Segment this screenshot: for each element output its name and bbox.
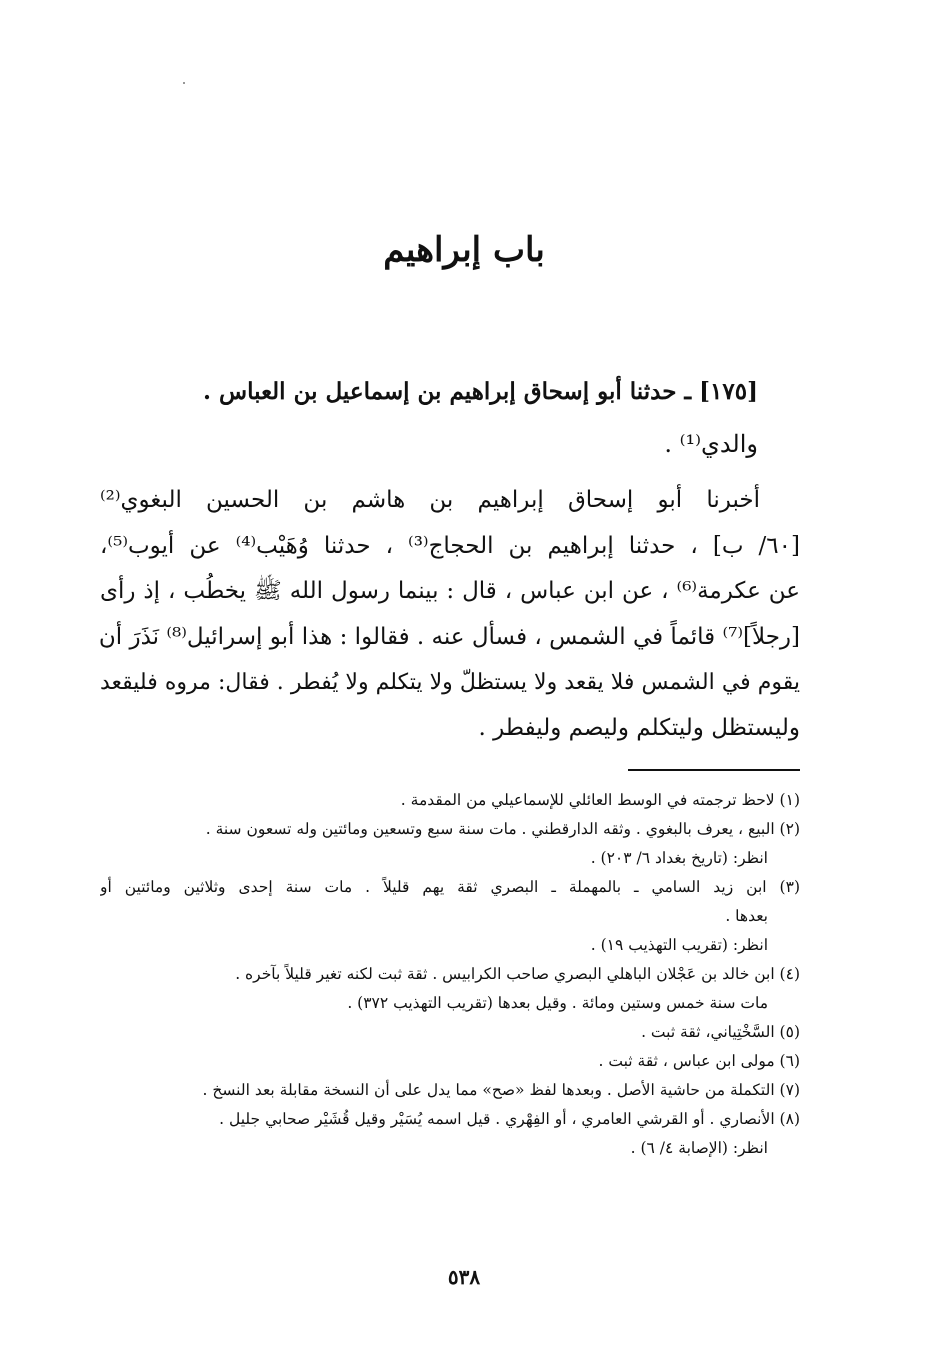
hadith-heading: [١٧٥] ـ حدثنا أبو إسحاق إبراهيم بن إسماعيل بن العباس . [203, 378, 758, 405]
hadith-line: أخبرنا أبو إسحاق إبراهيم بن هاشم بن الحسين البغوي⁽²⁾ [100, 487, 760, 513]
hadith-line: يقوم في الشمس فلا يقعد ولا يستظلّ ولا يتكلم ولا يُفطر . فقال: مروه فليقعد [100, 670, 800, 695]
footnote-line: مات سنة خمس وستين ومائة . وقيل بعدها (تقريب التهذيب ٣٧٢) . [347, 994, 768, 1012]
footnote-line: (٦) مولى ابن عباس ، ثقة ثبت . [598, 1052, 800, 1070]
footnote-line: (٥) السَّخْتِياني، ثقة ثبت . [641, 1023, 800, 1041]
footnote-line: (٨) الأنصاري . أو القرشي العامري ، أو الفِهْري . قيل اسمه يُسَيْر وقيل قُشَيْر صحابي جليل . [219, 1110, 800, 1128]
footnote-line: (٤) ابن خالد بن عَجْلان الباهلي البصري صاحب الكرابيس . ثقة ثبت لكنه تغير قليلاً بآخره . [235, 965, 800, 983]
hadith-line: عن عكرمة⁽⁶⁾ ، عن ابن عباس ، قال : بينما رسول الله ﷺ يخطُب ، إذ رأى [100, 578, 801, 604]
page-number: ٥٣٨ [447, 1265, 481, 1289]
footnote-line: انظر: (تاريخ بغداد ٦/ ٢٠٣) . [590, 849, 768, 867]
footnotes [100, 786, 800, 1163]
footnote-line: انظر: (الإصابة ٤/ ٦) . [630, 1139, 768, 1157]
hadith-line: وليستظل وليتكلم وليصم وليفطر . [478, 714, 800, 741]
hadith-line: [رجلاً]⁽⁷⁾ قائماً في الشمس ، فسأل عنه . فقالوا : هذا أبو إسرائيل⁽⁸⁾ نَذَرَ أن [98, 623, 800, 650]
footnote-line: (٧) التكملة من حاشية الأصل . وبعدها لفظ «صح» مما يدل على أن النسخة مقابلة بعد النسخ . [202, 1081, 800, 1099]
hadith-line: [٦٠/ ب] ، حدثنا إبراهيم بن الحجاج⁽³⁾ ، حدثنا وُهَيْب⁽⁴⁾ عن أيوب⁽⁵⁾، [100, 532, 800, 559]
scan-speck [183, 82, 185, 84]
footnote-line: (٢) البيع ، يعرف بالبغوي . وثقه الدارقطني . مات سنة سبع وتسعين ومائتين وله تسعون سنة . [205, 820, 800, 838]
footnote-line: (٣) ابن زيد السامي ـ بالمهملة ـ البصري ثقة يهم قليلاً . مات سنة إحدى وثلاثين ومائتين أو [100, 878, 800, 896]
hadith-subline: والدي⁽¹⁾ . [664, 430, 758, 458]
hadith-text [100, 478, 800, 751]
footnote-line: انظر: (تقريب التهذيب ١٩) . [590, 936, 768, 954]
footnote-line: (١) لاحظ ترجمته في الوسط العائلي للإسماعيلي من المقدمة . [400, 791, 800, 809]
chapter-title: باب إبراهيم [383, 230, 545, 270]
footnote-line: بعدها . [725, 907, 768, 925]
footnote-separator [628, 769, 800, 771]
